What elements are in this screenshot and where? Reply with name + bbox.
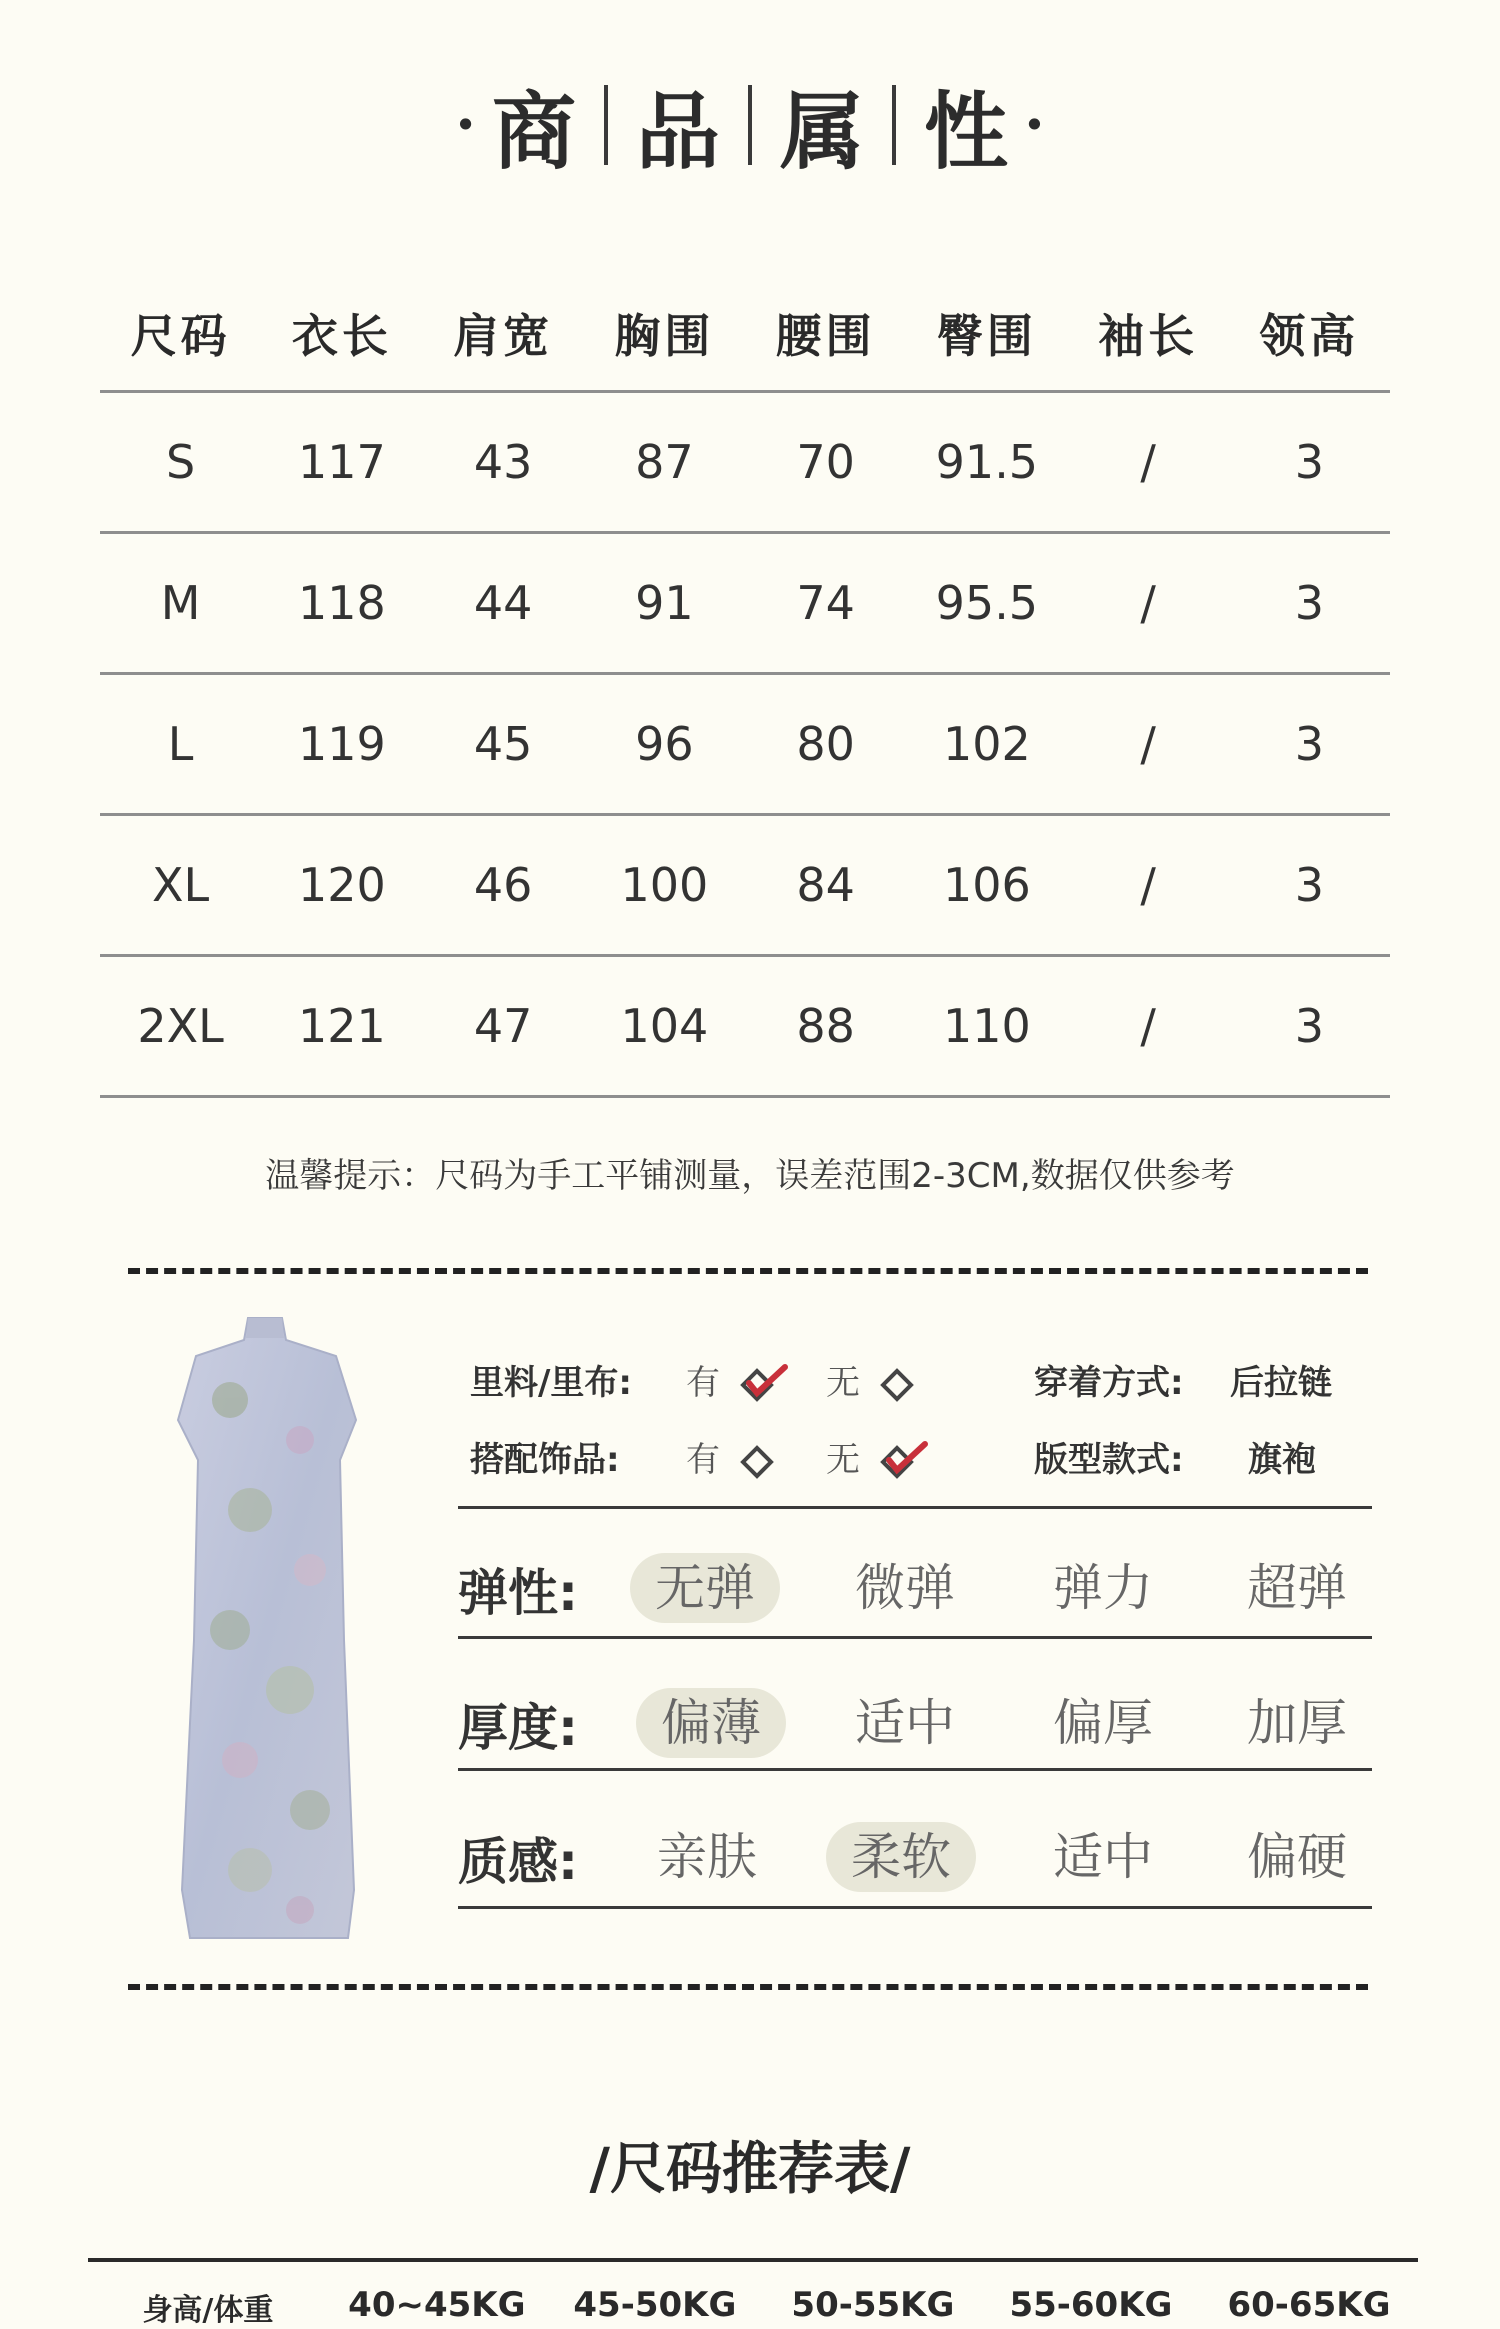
option-label: 有	[686, 1440, 720, 1480]
wear-label: 穿着方式:	[1034, 1363, 1184, 1403]
table-cell: 3	[1294, 858, 1325, 912]
table-cell: /	[1140, 858, 1156, 912]
texture-option[interactable]: 适中	[1053, 1828, 1153, 1886]
elasticity-option[interactable]: 无弹	[630, 1553, 780, 1623]
table-cell: 106	[942, 858, 1031, 912]
empty-diamond-icon	[739, 1440, 779, 1484]
table-cell: /	[1140, 717, 1156, 771]
header-cell: 腰围	[775, 308, 876, 363]
table-cell: 100	[620, 858, 709, 912]
style-label: 版型款式:	[1034, 1440, 1184, 1480]
table-cell: 84	[796, 858, 855, 912]
table-cell: 117	[297, 435, 386, 489]
option-label: 无	[826, 1363, 860, 1403]
recommend-header-cell: 50-55KG	[791, 2285, 955, 2325]
recommend-header-row	[88, 2285, 1418, 2329]
table-cell: 102	[942, 717, 1031, 771]
table-cell: 120	[297, 858, 386, 912]
table-cell: 121	[297, 999, 386, 1053]
title-char: 品	[635, 81, 720, 181]
table-cell: 80	[796, 717, 855, 771]
recommend-header-cell: 身高/体重	[142, 2293, 274, 2328]
title-char: 商	[491, 81, 576, 181]
title-separator	[748, 85, 752, 165]
table-cell: L	[167, 717, 194, 771]
table-cell: 91.5	[935, 435, 1039, 489]
property-divider	[458, 1636, 1372, 1639]
table-cell: 70	[796, 435, 855, 489]
table-cell: 43	[473, 435, 533, 489]
table-row	[100, 675, 1390, 816]
table-cell: /	[1140, 576, 1156, 630]
accessories-label: 搭配饰品:	[470, 1440, 620, 1480]
table-cell: 44	[473, 576, 533, 630]
recommend-header-cell: 55-60KG	[1009, 2285, 1173, 2325]
table-cell: /	[1140, 999, 1156, 1053]
table-row	[100, 393, 1390, 534]
recommend-header-cell: 45-50KG	[573, 2285, 737, 2325]
title-separator	[604, 85, 608, 165]
table-cell: 47	[473, 999, 533, 1053]
table-cell: XL	[152, 858, 210, 912]
empty-diamond-icon	[879, 1363, 919, 1407]
table-cell: /	[1140, 435, 1156, 489]
table-cell: M	[160, 576, 201, 630]
header-cell: 袖长	[1098, 308, 1199, 363]
option-label: 无	[826, 1440, 860, 1480]
title-separator	[892, 85, 896, 165]
property-divider	[458, 1506, 1372, 1509]
size-recommend-title: /尺码推荐表/	[589, 2136, 911, 2202]
title-dot-left: ·	[455, 90, 476, 160]
dress-image	[160, 1310, 370, 1950]
texture-option[interactable]: 柔软	[826, 1822, 976, 1892]
dashed-divider	[128, 1268, 1368, 1274]
thickness-option[interactable]: 加厚	[1247, 1694, 1347, 1752]
property-divider	[458, 1906, 1372, 1909]
accessories-option-yes[interactable]	[686, 1432, 779, 1484]
table-cell: 91	[635, 576, 694, 630]
title-char: 性	[924, 81, 1009, 181]
dashed-divider	[128, 1984, 1368, 1990]
texture-option[interactable]: 亲肤	[657, 1828, 757, 1886]
table-cell: 2XL	[137, 999, 224, 1053]
header-cell: 胸围	[614, 308, 715, 363]
recommend-divider	[88, 2258, 1418, 2262]
table-cell: 110	[942, 999, 1031, 1053]
elasticity-option[interactable]: 微弹	[855, 1559, 955, 1617]
header-cell: 肩宽	[453, 308, 554, 363]
table-cell: 45	[473, 717, 533, 771]
title-char: 属	[780, 81, 865, 181]
wear-value: 后拉链	[1230, 1363, 1332, 1403]
measurement-tip: 温馨提示：尺码为手工平铺测量，误差范围2-3CM,数据仅供参考	[265, 1156, 1235, 1196]
page-title	[0, 60, 1500, 190]
table-cell: 3	[1294, 576, 1325, 630]
header-cell: 尺码	[130, 308, 231, 363]
lining-option-yes[interactable]	[686, 1355, 791, 1407]
style-value: 旗袍	[1248, 1440, 1316, 1480]
table-cell: 96	[635, 717, 694, 771]
table-cell: 46	[473, 858, 533, 912]
table-cell: 88	[796, 999, 855, 1053]
checked-diamond-icon	[879, 1440, 931, 1484]
table-cell: 74	[796, 576, 855, 630]
recommend-header-cell: 60-65KG	[1227, 2285, 1391, 2325]
size-table	[100, 275, 1390, 1098]
table-row	[100, 534, 1390, 675]
texture-option[interactable]: 偏硬	[1247, 1828, 1347, 1886]
option-label: 有	[686, 1363, 720, 1403]
table-cell: S	[166, 435, 196, 489]
recommend-header-cell: 40~45KG	[348, 2285, 526, 2325]
table-cell: 3	[1294, 999, 1325, 1053]
thickness-option[interactable]: 偏厚	[1053, 1694, 1153, 1752]
table-cell: 3	[1294, 435, 1325, 489]
table-cell: 87	[635, 435, 694, 489]
accessories-option-no[interactable]	[826, 1432, 931, 1484]
table-cell: 104	[620, 999, 709, 1053]
property-divider	[458, 1768, 1372, 1771]
title-dot-right: ·	[1024, 90, 1045, 160]
table-cell: 119	[297, 717, 386, 771]
table-cell: 95.5	[935, 576, 1039, 630]
elasticity-option[interactable]: 弹力	[1053, 1559, 1153, 1617]
lining-option-no[interactable]	[826, 1355, 919, 1407]
lining-label: 里料/里布:	[470, 1363, 633, 1403]
thickness-option[interactable]: 适中	[855, 1694, 955, 1752]
elasticity-option[interactable]: 超弹	[1247, 1559, 1347, 1617]
header-cell: 臀围	[936, 308, 1037, 363]
table-cell: 3	[1294, 717, 1325, 771]
size-table-header	[100, 275, 1390, 393]
table-row	[100, 816, 1390, 957]
property-label-thickness: 厚度:	[458, 1699, 578, 1757]
header-cell: 领高	[1259, 308, 1360, 363]
property-label-elasticity: 弹性:	[458, 1564, 578, 1622]
table-cell: 118	[297, 576, 386, 630]
property-label-texture: 质感:	[458, 1833, 578, 1891]
table-row	[100, 957, 1390, 1098]
checked-diamond-icon	[739, 1363, 791, 1407]
thickness-option[interactable]: 偏薄	[636, 1688, 786, 1758]
header-cell: 衣长	[291, 308, 392, 363]
